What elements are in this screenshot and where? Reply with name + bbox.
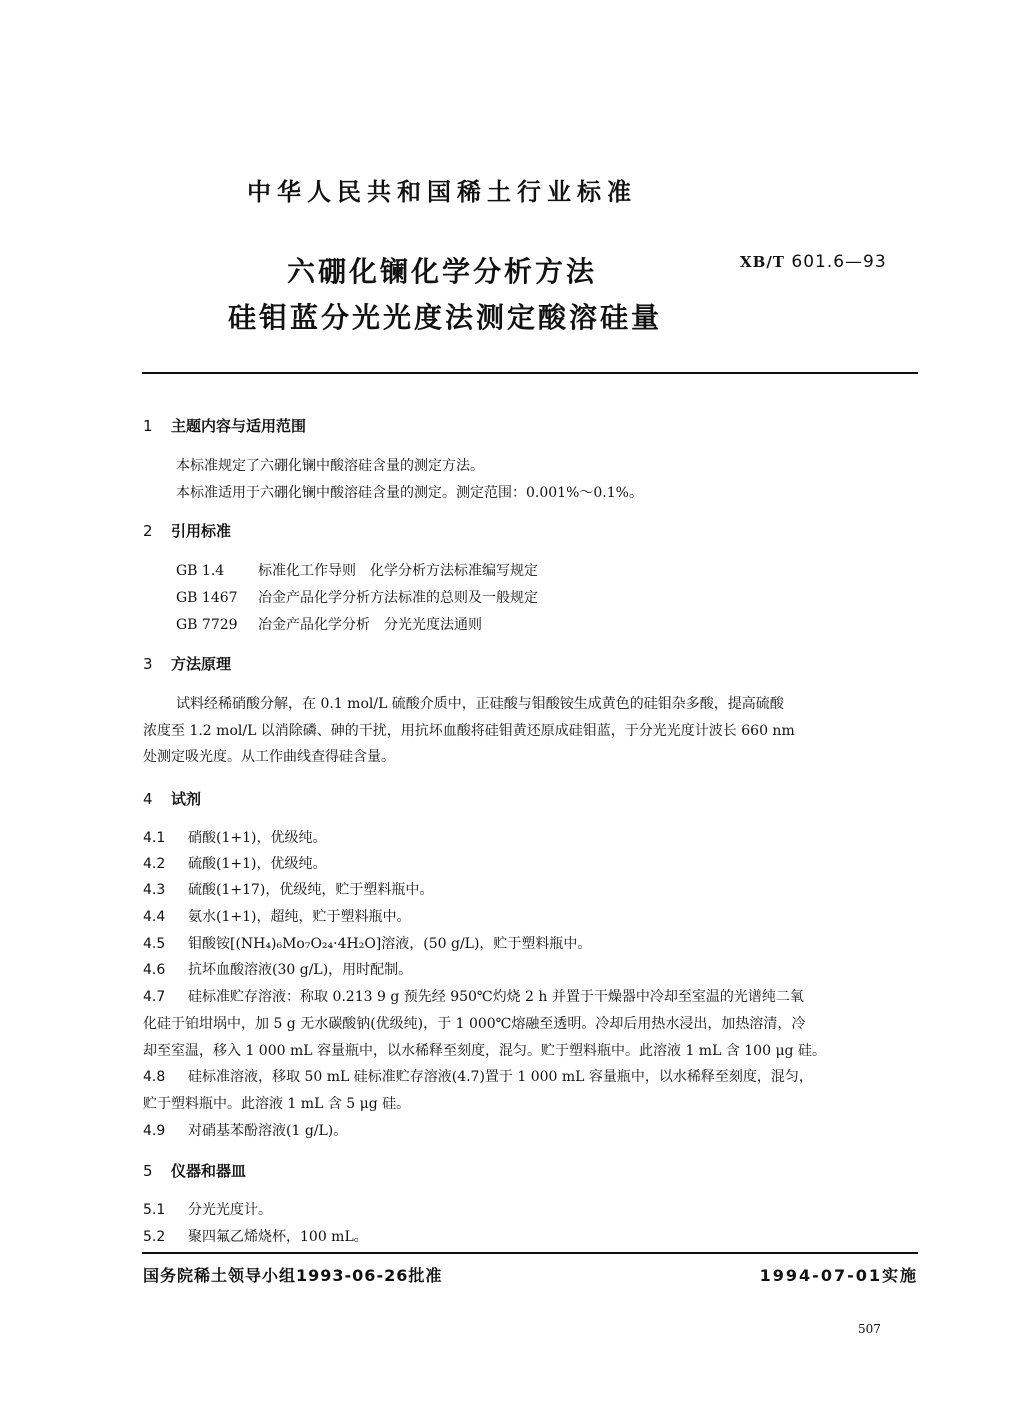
item-text: 钼酸铵[(NH₄)₆Mo₇O₂₄·4H₂O]溶液，(50 g/L)，贮于塑料瓶中。 [188,936,592,952]
item-number: 4.7 [143,989,166,1005]
item-text: 硫酸(1+1)，优级纯。 [188,856,327,872]
item-number: 4.4 [143,909,166,925]
document-title-line1: 六硼化镧化学分析方法 [287,255,598,288]
principle-line: 试料经稀硝酸分解，在 0.1 mol/L 硫酸介质中，正硅酸与钼酸铵生成黄色的硅钼杂多酸，提高硫酸 [176,696,784,712]
section-5-heading [143,1160,246,1181]
item-number: 4.5 [143,936,166,952]
item-number: 4.9 [143,1123,166,1139]
section-number: 4 [143,790,153,808]
reference-code: GB 7729 [176,617,238,633]
section-1-paragraph-2: 本标准适用于六硼化镧中酸溶硅含量的测定。测定范围：0.001%～0.1%。 [176,485,643,501]
reagent-item [143,959,412,979]
standard-code-number: 601.6—93 [791,252,887,272]
reagent-item [143,853,326,873]
item-text: 硅标准贮存溶液：称取 0.213 9 g 预先经 950℃灼烧 2 h 并置于干燥器中冷却至室温的光谱纯二氧 [188,989,804,1005]
header-rule [142,372,918,374]
item-number: 4.6 [143,962,166,978]
section-number: 3 [143,655,153,673]
reagent-item [143,879,433,899]
reference-item [176,560,538,580]
reference-item [176,614,482,634]
item-text: 氨水(1+1)，超纯，贮于塑料瓶中。 [188,909,411,925]
item-continuation: 却至室温，移入 1 000 mL 容量瓶中，以水稀释至刻度，混匀。贮于塑料瓶中。此溶液 1 mL 含 100 μg 硅。 [143,1043,826,1059]
apparatus-item [143,1199,272,1219]
section-title: 主题内容与适用范围 [171,417,307,435]
reference-item [176,587,538,607]
section-title: 方法原理 [171,655,232,673]
section-title: 仪器和器皿 [171,1162,247,1180]
item-number: 5.2 [143,1229,166,1245]
reagent-item [143,933,591,953]
reference-text: 冶金产品化学分析 分光光度法通则 [258,617,482,633]
reference-text: 冶金产品化学分析方法标准的总则及一般规定 [258,590,538,606]
reference-text: 标准化工作导则 化学分析方法标准编写规定 [258,563,538,579]
reagent-item [143,827,326,847]
item-text: 对硝基苯酚溶液(1 g/L)。 [188,1123,348,1139]
footer-rule [142,1252,918,1254]
item-continuation: 贮于塑料瓶中。此溶液 1 mL 含 5 μg 硅。 [143,1096,411,1112]
standard-code-prefix: XB/T [740,253,785,271]
standard-code [740,252,887,272]
principle-line: 处测定吸光度。从工作曲线查得硅含量。 [143,749,395,765]
item-text: 抗坏血酸溶液(30 g/L)，用时配制。 [188,962,413,978]
section-1-heading [143,415,306,436]
principle-line: 浓度至 1.2 mol/L 以消除磷、砷的干扰，用抗坏血酸将硅钼黄还原成硅钼蓝，于分光光度计波长 660 nm [143,723,795,739]
reagent-item [143,1120,347,1140]
apparatus-item [143,1226,368,1246]
item-number: 4.8 [143,1069,166,1085]
item-text: 硝酸(1+1)，优级纯。 [188,830,327,846]
item-text: 硫酸(1+17)，优级纯，贮于塑料瓶中。 [188,882,434,898]
section-number: 2 [143,522,153,540]
item-number: 4.3 [143,882,166,898]
standard-authority: 中华人民共和国稀土行业标准 [247,178,637,206]
section-number: 1 [143,417,153,435]
approval-date: 国务院稀土领导小组1993-06-26批准 [143,1266,443,1285]
section-3-heading [143,653,231,674]
item-continuation: 化硅于铂坩埚中，加 5 g 无水碳酸钠(优级纯)，于 1 000℃熔融至透明。冷却后用热水浸出，加热溶清，冷 [143,1016,806,1032]
item-number: 4.1 [143,830,166,846]
reference-code: GB 1467 [176,590,238,606]
reagent-item [143,906,410,926]
section-1-paragraph-1: 本标准规定了六硼化镧中酸溶硅含量的测定方法。 [176,458,484,474]
document-title-line2: 硅钼蓝分光光度法测定酸溶硅量 [228,301,663,334]
item-text: 聚四氟乙烯烧杯，100 mL。 [188,1229,368,1245]
reference-code: GB 1.4 [176,563,225,579]
item-number: 4.2 [143,856,166,872]
item-text: 分光光度计。 [188,1202,272,1218]
item-number: 5.1 [143,1202,166,1218]
section-number: 5 [143,1162,153,1180]
section-2-heading [143,520,231,541]
section-title: 试剂 [171,790,202,808]
implementation-date: 1994-07-01实施 [759,1266,918,1285]
section-4-heading [143,788,201,809]
reagent-item [143,986,804,1006]
page-number: 507 [858,1322,881,1336]
section-title: 引用标准 [171,522,232,540]
item-text: 硅标准溶液，移取 50 mL 硅标准贮存溶液(4.7)置于 1 000 mL 容量瓶中，以水稀释至刻度，混匀， [188,1069,813,1085]
reagent-item [143,1066,813,1086]
